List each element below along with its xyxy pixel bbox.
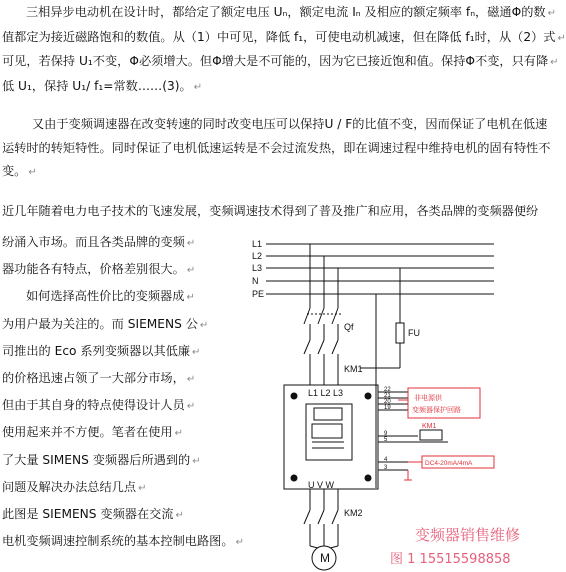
paragraph-3-line: 近几年随着电力电子技术的飞速发展，变频调速技术得到了普及推广和应用，各类品牌的变频器便纷 — [2, 204, 539, 218]
left-column-line: 了大量 SIMENS 变频器后所遇到的 ↵ — [2, 452, 201, 467]
bus-label-l2: L2 — [252, 251, 263, 261]
input-terminals-label: L1 L2 L3 — [308, 388, 344, 398]
inverter-operator-panel — [306, 404, 352, 460]
left-column-line: 纷涌入市场。而且各类品牌的变频 ↵ — [2, 235, 196, 249]
breaker-label: Qf — [344, 322, 354, 332]
contactor-km1 — [304, 340, 338, 385]
paragraph-1-line: 值都定为接近磁路饱和的数值。从（1）中可见，降低 f₁，可使电动机减速，但在降低 f₁时，从（2）式 ↵ — [2, 29, 566, 44]
svg-text:19: 19 — [384, 405, 391, 411]
terminal-numbers — [384, 387, 391, 471]
paragraph-1-line: 可见，若保持 U₁不变，Φ必须增大。但Φ增大是不可能的，因为它已接近饱和值。保持Φ不变，只有降 ↵ — [2, 54, 559, 68]
bus-label-n: N — [252, 276, 259, 286]
svg-text:21: 21 — [384, 393, 391, 399]
svg-text:3: 3 — [384, 465, 388, 471]
watermark-title: 变频器销售维修 — [415, 526, 521, 544]
svg-text:5: 5 — [384, 437, 388, 443]
diagram-labels — [252, 239, 420, 565]
fuse-label: FU — [408, 328, 420, 338]
paragraph-1 — [2, 1, 566, 99]
paragraph-2 — [2, 113, 551, 185]
bus-label-l3: L3 — [252, 263, 263, 273]
left-text-column — [2, 229, 252, 555]
svg-text:9: 9 — [384, 431, 388, 437]
svg-text:4: 4 — [384, 457, 388, 463]
left-column-line: 此图是 SIEMENS 变频器在交流 ↵ — [2, 506, 184, 521]
inverter-box — [284, 385, 378, 489]
watermark-footer — [390, 548, 511, 567]
svg-text:20: 20 — [384, 399, 391, 405]
left-column-line: 如何选择高性价比的变频器成 ↵ — [26, 289, 195, 304]
paragraph-1-line: 低 U₁，保持 U₁/ f₁=常数……(3)。 ↵ — [2, 78, 203, 93]
breaker-qf — [304, 308, 341, 340]
left-column-line: 的价格迅速占领了一大部分市场， ↵ — [2, 370, 196, 385]
paragraph-2-line: 运转时的转矩特性。同时保证了电机低速运转是不会过流发热，即在调速过程中维持电机的固有特性不 — [2, 140, 551, 155]
output-terminals-label: U V W — [308, 480, 334, 490]
protection-box-line-2: 变频器保护回路 — [412, 407, 461, 414]
motor-label: M — [320, 551, 330, 565]
paragraph-3 — [2, 200, 542, 224]
paragraph-2-line: 又由于变频调速器在改变转速的同时改变电压可以保持U / F的比值不变，因而保证了电机在低速 — [32, 117, 548, 131]
left-column-line: 使用起来并不方便。笔者在使用 ↵ — [2, 425, 184, 440]
phone-number: 15515598858 — [419, 552, 511, 567]
analog-signal-label: DC4-20mA/4mA — [425, 460, 473, 467]
svg-text:22: 22 — [384, 387, 391, 393]
km1-coil-label: KM1 — [422, 423, 437, 430]
control-circuit-diagram — [248, 228, 548, 572]
protection-box-line-1: 非电源供 — [414, 395, 442, 402]
km1-coil — [420, 430, 442, 440]
bus-label-l1: L1 — [252, 239, 263, 249]
left-column-line: 问题及解决办法总结几点 ↵ — [2, 479, 147, 494]
figure-label: 图 1 — [390, 552, 416, 567]
left-column-line: 为用户最为关注的。而 SIEMENS 公 ↵ — [2, 316, 209, 331]
contactor1-label: KM1 — [344, 364, 363, 374]
left-column-line: 电机变频调速控制系统的基本控制电路图。 ↵ — [2, 534, 244, 549]
fuse-fu — [396, 323, 404, 343]
left-column-line: 器功能各有特点，价格差别很大。 ↵ — [2, 262, 196, 277]
contactor2-label: KM2 — [344, 508, 363, 518]
left-column-line: 但由于其自身的特点使得设计人员 ↵ — [2, 398, 196, 413]
left-column-line: 司推出的 Eco 系列变频器以其低廉 ↵ — [2, 343, 201, 358]
paragraph-2-line: 变。 ↵ — [2, 164, 37, 178]
paragraph-1-line: 三相异步电动机在设计时，都给定了额定电压 Uₙ，额定电流 Iₙ 及相应的额定频率 fₙ，磁通Φ的数 ↵ — [26, 5, 556, 19]
contactor-km2 — [304, 510, 338, 548]
bus-label-pe: PE — [252, 289, 265, 299]
